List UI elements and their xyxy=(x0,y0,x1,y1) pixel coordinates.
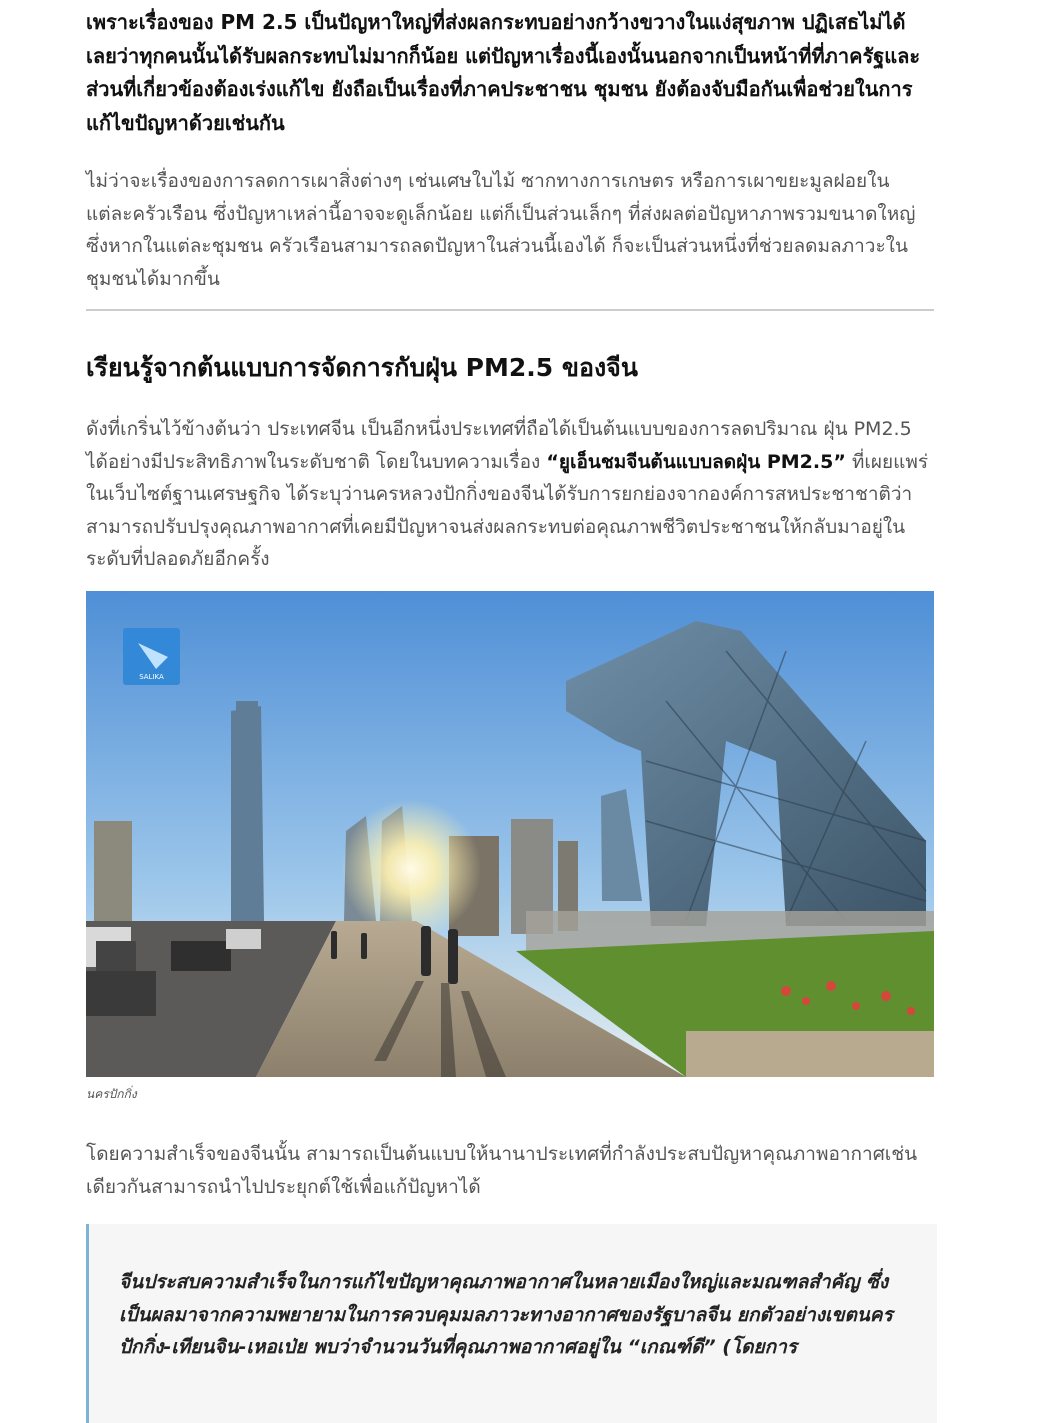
intro-paragraph: เพราะเรื่องของ PM 2.5 เป็นปัญหาใหญ่ที่ส่งผลกระทบอย่างกว้างขวางในแง่สุขภาพ ปฏิเสธไม่ได้เลยว่าทุกคนนั้นได้รับผลกระทบไม่มากก็น้อย แต่ปัญหาเรื่องนี้เองนั้นนอกจากเป็นหน้าที่ที่ภาครัฐและส่วนที่เกี่ยวข้องต้องเร่งแก้ไข ยังถือเป็นเรื่องที่ภาคประชาชน ชุมชน ยังต้องจับมือกันเพื่อช่วยในการแก้ไขปัญหาด้วยเช่นกัน xyxy=(86,10,921,135)
photo-caption: นครปักกิ่ง xyxy=(86,1087,137,1101)
body-paragraph-success: โดยความสำเร็จของจีนนั้น สามารถเป็นต้นแบบให้นานาประเทศที่กำลังประสบปัญหาคุณภาพอากาศเช่นเดียวกันสามารถนำไปประยุกต์ใช้เพื่อแก้ปัญหาได้ xyxy=(86,1143,918,1198)
para2-text-before: ดังที่เกริ่นไว้ข้างต้นว่า ประเทศจีน เป็นอีกหนึ่งประเทศที่ถือได้เป็นต้นแบบของการลดปริมาณ ฝุ่น PM2.5 ได้อย่างมีประสิทธิภาพในระดับชาติ โดยในบทความเรื่อง xyxy=(86,418,912,473)
para2-text-after: ที่เผยแพร่ในเว็บไซต์ฐานเศรษฐกิจ ได้ระบุว่านครหลวงปักกิ่งของจีนได้รับการยกย่องจากองค์การสหประชาชาติว่า สามารถปรับปรุงคุณภาพอากาศที่เคยมีปัญหาจนส่งผลกระทบต่อคุณภาพชีวิตประชาชนให้กลับมาอยู่ในระดับที่ปลอดภัยอีกครั้ง xyxy=(86,450,929,570)
body-paragraph-china xyxy=(86,413,934,576)
body-paragraph-burning: ไม่ว่าจะเรื่องของการลดการเผาสิ่งต่างๆ เช่นเศษใบไม้ ซากทางการเกษตร หรือการเผาขยะมูลฝอยในแต่ละครัวเรือน ซึ่งปัญหาเหล่านี้อาจจะดูเล็กน้อย แต่ก็เป็นส่วนเล็กๆ ที่ส่งผลต่อปัญหาภาพรวมขนาดใหญ่ ซึ่งหากในแต่ละชุมชน ครัวเรือนสามารถลดปัญหาในส่วนนี้เองได้ ก็จะเป็นส่วนหนึ่งที่ช่วยลดมลภาวะในชุมชนได้มากขึ้น xyxy=(86,170,916,290)
salika-logo-text: SALIKA xyxy=(139,673,164,681)
beijing-city-photo xyxy=(86,591,934,1077)
section-divider xyxy=(86,309,934,311)
blockquote-text: จีนประสบความสำเร็จในการแก้ไขปัญหาคุณภาพอากาศในหลายเมืองใหญ่และมณฑลสำคัญ ซึ่งเป็นผลมาจากความพยายามในการควบคุมมลภาวะทางอากาศของรัฐบาลจีน ยกตัวอย่างเขตนครปักกิ่ง-เทียนจิน-เหอเป่ย พบว่าจำนวนวันที่คุณภาพอากาศอยู่ใน “เกณฑ์ดี” (โดยการ xyxy=(119,1271,893,1358)
article-title-link[interactable]: “ยูเอ็นชมจีนต้นแบบลดฝุ่น PM2.5” xyxy=(546,450,846,473)
section-heading: เรียนรู้จากต้นแบบการจัดการกับฝุ่น PM2.5 ของจีน xyxy=(86,353,638,382)
blockquote xyxy=(86,1224,937,1423)
